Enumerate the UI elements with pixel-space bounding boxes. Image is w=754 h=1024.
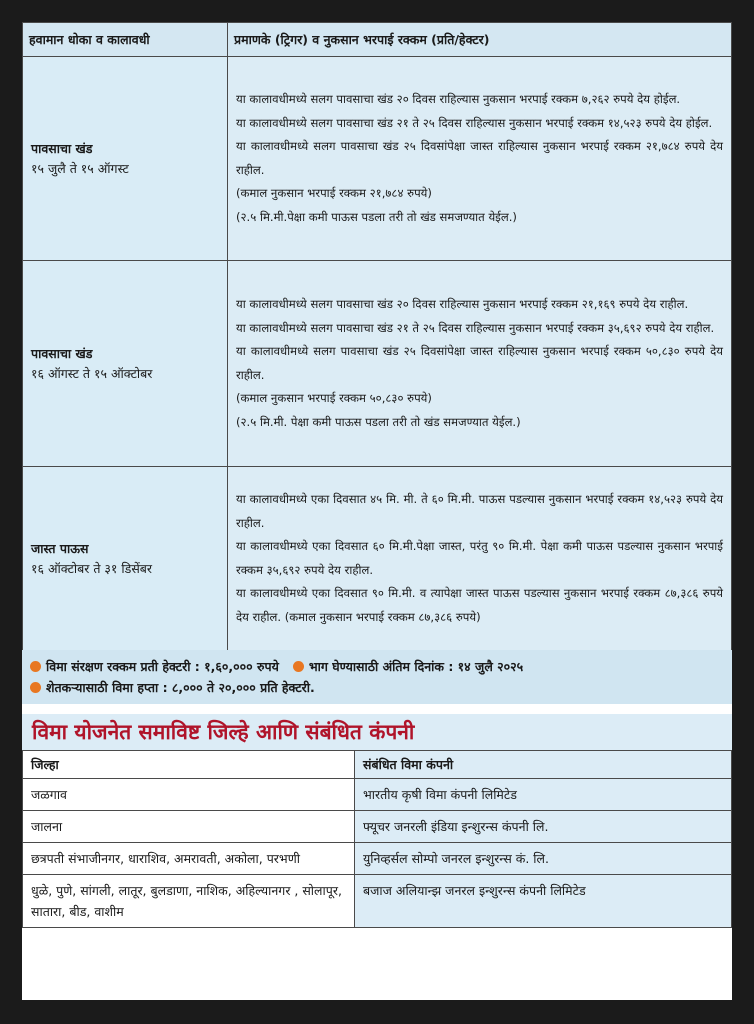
trigger-line: या कालावधीमध्ये सलग पावसाचा खंड २५ दिवसांपेक्षा जास्त राहिल्यास नुकसान भरपाई रक्कम ५०,८३० रुपये देय राहील. [236,344,723,382]
premium: शेतकऱ्यासाठी विमा हप्ता : ८,००० ते २०,००० प्रति हेक्टरी. [46,680,315,695]
sum-insured: विमा संरक्षण रक्कम प्रती हेक्टरी : १,६०,००० रुपये [46,659,279,674]
company-cell: बजाज अलियान्झ जनरल इन्शुरन्स कंपनी लिमिटेड [355,875,732,928]
trigger-line: या कालावधीमध्ये सलग पावसाचा खंड २१ ते २५ दिवस राहिल्यास नुकसान भरपाई रक्कम ३५,६९२ रुपये देय राहील. [236,320,715,335]
bullet-icon [30,682,41,693]
table-row [23,467,732,651]
trigger-table [22,22,732,651]
table-row [23,875,732,928]
header-district: जिल्हा [23,751,355,779]
district-cell: छत्रपती संभाजीनगर, धाराशिव, अमरावती, अकोला, परभणी [23,843,355,875]
district-cell: जालना [23,811,355,843]
trigger-line: या कालावधीमध्ये सलग पावसाचा खंड २० दिवस राहिल्यास नुकसान भरपाई रक्कम २१,१६९ रुपये देय राहील. [236,297,689,311]
trigger-line: या कालावधीमध्ये सलग पावसाचा खंड २५ दिवसांपेक्षा जास्त राहिल्यास नुकसान भरपाई रक्कम २१,७८४ रुपये देय राहील. [236,139,723,177]
risk-title: जास्त पाऊस [31,540,89,556]
table-row [23,811,732,843]
districts-title: विमा योजनेत समाविष्ट जिल्हे आणि संबंधित कंपनी [22,714,732,750]
trigger-cell [228,261,732,467]
risk-title: पावसाचा खंड [31,140,93,156]
table-row [23,843,732,875]
risk-cell [23,57,228,261]
trigger-line: (२.५ मि.मी. पेक्षा कमी पाऊस पडला तरी तो खंड समजण्यात येईल.) [236,414,521,429]
trigger-line: या कालावधीमध्ये सलग पावसाचा खंड २० दिवस राहिल्यास नुकसान भरपाई रक्कम ७,२६२ रुपये देय होईल. [236,92,681,106]
insurance-summary [22,650,732,704]
trigger-line: (२.५ मि.मी.पेक्षा कमी पाऊस पडला तरी तो खंड समजण्यात येईल.) [236,209,517,224]
header-risk-period: हवामान धोका व कालावधी [23,23,228,57]
districts-section [22,704,732,1000]
trigger-table-header [23,23,732,57]
bullet-icon [293,661,304,672]
districts-table-header [23,751,732,779]
table-row [23,57,732,261]
company-cell: युनिव्हर्सल सोम्पो जनरल इन्शुरन्स कं. लि. [355,843,732,875]
trigger-line: या कालावधीमध्ये एका दिवसात ६० मि.मी.पेक्षा जास्त, परंतु ९० मि.मी. पेक्षा कमी पाऊस पडल्यास नुकसान भरपाई रक्कम ३५,६९२ रुपये देय राहील. [236,539,723,577]
risk-cell [23,467,228,651]
trigger-line: (कमाल नुकसान भरपाई रक्कम ५०,८३० रुपये) [236,391,432,405]
risk-period: १५ जुलै ते १५ ऑगस्ट [31,160,129,176]
trigger-line: या कालावधीमध्ये सलग पावसाचा खंड २१ ते २५ दिवस राहिल्यास नुकसान भरपाई रक्कम १४,५२३ रुपये देय होईल. [236,115,713,130]
districts-table [22,750,732,928]
company-cell: फ्यूचर जनरली इंडिया इन्शुरन्स कंपनी लि. [355,811,732,843]
risk-period: १६ ऑक्टोबर ते ३१ डिसेंबर [31,560,153,576]
table-row [23,261,732,467]
trigger-line: (कमाल नुकसान भरपाई रक्कम २१,७८४ रुपये) [236,186,432,200]
header-trigger-compensation: प्रमाणके (ट्रिगर) व नुकसान भरपाई रक्कम (प्रति/हेक्टर) [228,23,732,57]
district-cell: धुळे, पुणे, सांगली, लातूर, बुलडाणा, नाशिक, अहिल्यानगर , सोलापूर, सातारा, बीड, वाशीम [23,875,355,928]
company-cell: भारतीय कृषी विमा कंपनी लिमिटेड [355,779,732,811]
risk-cell [23,261,228,467]
insurance-info-panel [22,22,732,1000]
risk-title: पावसाचा खंड [31,345,93,361]
last-date: भाग घेण्यासाठी अंतिम दिनांक : १४ जुलै २०२५ [308,659,524,674]
risk-period: १६ ऑगस्ट ते १५ ऑक्टोबर [31,365,153,381]
header-company: संबंधित विमा कंपनी [355,751,732,779]
bullet-icon [30,661,41,672]
trigger-line: या कालावधीमध्ये एका दिवसात ४५ मि. मी. ते ६० मि.मी. पाऊस पडल्यास नुकसान भरपाई रक्कम १४,५२३ रुपये देय राहील. [236,492,723,530]
trigger-cell [228,57,732,261]
summary-line-2 [30,677,724,698]
trigger-cell [228,467,732,651]
district-cell: जळगाव [23,779,355,811]
summary-line-1 [30,656,724,677]
trigger-line: या कालावधीमध्ये एका दिवसात ९० मि.मी. व त्यापेक्षा जास्त पाऊस पडल्यास नुकसान भरपाई रक्कम ८७,३८६ रुपये देय राहील. (कमाल नुकसान भरपाई रक्कम ८७,३८६ रुपये) [236,586,723,624]
table-row [23,779,732,811]
